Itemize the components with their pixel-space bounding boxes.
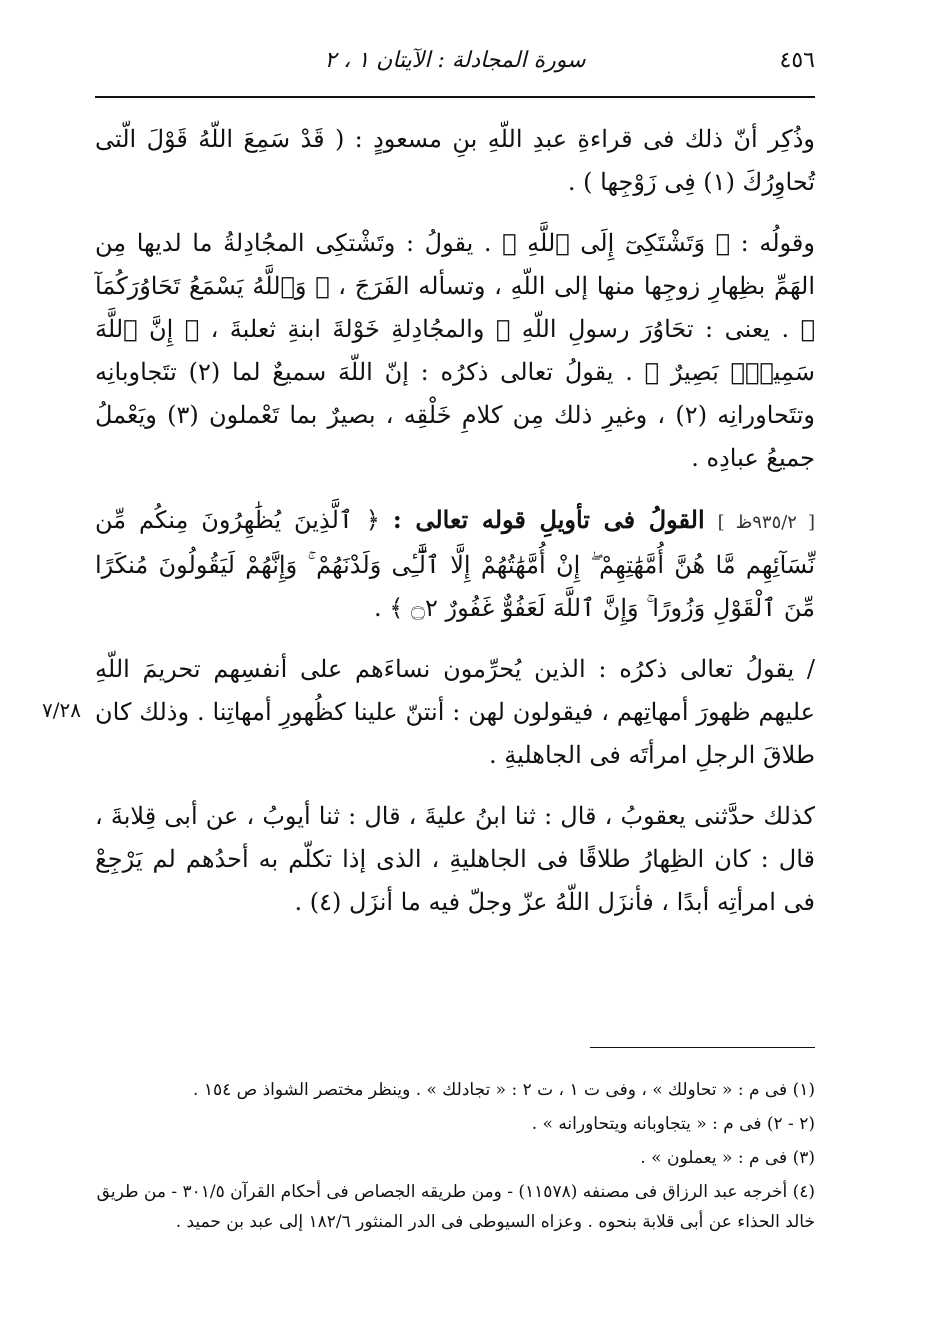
footnote-3: (٣) فى م : « يعملون » . [640,1148,815,1168]
footnote-1: (١) فى م : « تحاولك » ، وفى ت ١ ، ت ٢ : « تجادلك » . وينظر مختصر الشواذ ص ١٥٤ . [193,1080,815,1100]
header-divider [95,96,815,98]
footnote-2: (٢ - ٢) فى م : « يتجاوبانه ويتحاورانه » . [531,1114,815,1134]
section-heading [95,498,815,630]
main-text [95,118,815,924]
paragraph-4: كذلك حدَّثنى يعقوبُ ، قال : ثنا ابنُ عليةَ ، قال : ثنا أيوبُ ، عن أبى قِلابةَ ، قال : كان الظِهارُ طلاقًا فى الجاهليةِ ، الذى إذا تكلّم به أحدُهم لم يَرْجِعْ فى امرأتِه أبدًا ، فأنزَل اللّهُ عزّ وجلّ فيه ما أنزَل (٤) . [95,802,815,916]
footnotes [95,1075,815,1241]
quran-verse: ﴿ ٱلَّذِينَ يُظَٰهِرُونَ مِنكُم مِّن نِّسَآئِهِم مَّا هُنَّ أُمَّهَٰتِهِمْ ۖ إِنْ أُمَّهَٰتُهُمْ إِلَّا ٱلَّٰٓـِٔى وَلَدْنَهُمْ ۚ وَإِنَّهُمْ لَيَقُولُونَ مُنكَرًا مِّنَ ٱلْقَوْلِ وَزُورًا ۚ وَإِنَّ ٱللَّهَ لَعَفُوٌّ غَفُورٌ ۝٢ ﴾ . [95,506,815,622]
paragraph-1: وذُكِر أنّ ذلك فى قراءةِ عبدِ اللّهِ بنِ مسعودٍ : ( قَدْ سَمِعَ اللّهُ قَوْلَ الّتى تُحاوِرُكَ (١) فِى زَوْجِها ) . [95,125,815,196]
footnote-divider [590,1047,815,1048]
page-number: ٤٥٦ [779,48,815,73]
paragraph-2: وقولُه : ﴿ وَتَشْتَكِىٓ إِلَى ٱللَّهِ ﴾ . يقولُ : وتَشْتكِى المجُادِلةُ ما لديها مِن الهَمِّ بظِهارِ زوجِها منها إلى اللّهِ ، وتسأله الفَرَجَ ، ﴿ وَٱللَّهُ يَسْمَعُ تَحَاوُرَكُمَآ ﴾ . يعنى : تحَاوُرَ رسولِ اللّهِ ﷺ والمجُادِلةِ خَوْلةَ ابنةِ ثعلبةَ ، ﴿ إِنَّ ٱللَّهَ سَمِيعٌۢ بَصِيرٌ ﴾ . يقولُ تعالى ذكرُه : إنّ اللّهَ سميعٌ لما (٢) تتَجاوبانِه وتتَحاورانِه (٢) ، وغيرِ ذلك مِن كلامِ خَلْقِه ، بصيرٌ بما تَعْملون (٣) ويَعْملُ جميعُ عبادِه . [95,229,816,472]
paragraph-3: / يقولُ تعالى ذكرُه : الذين يُحرِّمون نساءَهم على أنفسِهم تحريمَ اللّهِ عليهم ظهورَ أمهاتِهم ، فيقولون لهن : أنتنّ علينا كظُهورِ أمهاتِنا . وذلك كان طلاقَ الرجلِ امرأتَه فى الجاهليةِ . [95,655,815,769]
manuscript-reference: [ ٩٣٥/٢ظ ] [717,512,816,533]
heading-label: القولُ فى تأويلِ قوله تعالى : [392,505,705,534]
margin-volume-reference: ٧/٢٨ [42,698,81,722]
footnote-4: (٤) أخرجه عبد الرزاق فى مصنفه (١١٥٧٨) - ومن طريقه الجصاص فى أحكام القرآن ٣٠١/٥ - من طريق خالد الحذاء عن أبى قلابة بنحوه . وعزاه السيوطى فى الدر المنثور ١٨٢/٦ إلى عبد بن حميد . [96,1182,815,1232]
running-title: سورة المجادلة : الآيتان ١ ، ٢ [324,48,586,73]
page-header [95,40,815,86]
